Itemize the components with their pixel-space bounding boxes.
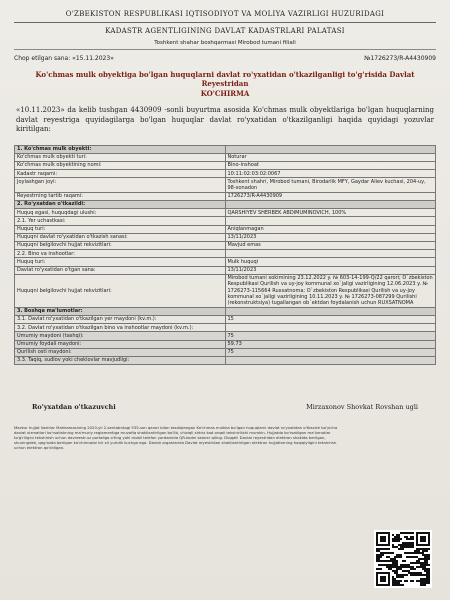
print-date: Chop etilgan sana: «15.11.2023»: [14, 55, 114, 62]
document-title: Ko'chmas mulk obyektiga bo'lgan huquqlarni davlat ro'yxatidan o'tkazilganligi to'g'risida Davlat Reyestridan: [35, 70, 415, 88]
registry-table: [14, 145, 436, 366]
row-label: Huquqni davlat ro'yxatidan o'tkazish sanasi:: [15, 233, 226, 241]
row-label: Umumiy maydoni (tashqi):: [15, 332, 226, 340]
table-row: [15, 274, 436, 307]
row-label: Ko'chmas mulk obyekti turi:: [15, 153, 226, 161]
row-value: Mulk huquqi: [225, 258, 436, 266]
row-label: 2. Ro'yxatdan o'tkazildi:: [15, 200, 226, 208]
table-row: [15, 241, 436, 249]
row-value: 75: [225, 348, 436, 356]
row-label: 2.1. Yer uchastkasi:: [15, 217, 226, 225]
table-row: [15, 307, 436, 315]
qr-code-icon: [374, 530, 432, 588]
ministry-header: O'ZBEKISTON RESPUBLIKASI IQTISODIYOT VA MOLIYA VAZIRLIGI HUZURIDAGI: [65, 10, 385, 18]
row-value: [225, 250, 436, 258]
row-value: 13/11/2023: [225, 266, 436, 274]
office-divider: [14, 49, 436, 50]
row-value: 1726273/R-A4430909: [225, 192, 436, 200]
row-label: Kadastr raqami:: [15, 170, 226, 178]
row-value: 15: [225, 315, 436, 323]
row-label: 1. Ko'chmas mulk obyekti:: [15, 145, 226, 153]
table-row: [15, 356, 436, 364]
table-row: [15, 324, 436, 332]
row-value: [225, 145, 436, 153]
row-label: Davlat ro'yxatidan o'tgan sana:: [15, 266, 226, 274]
document-meta: [14, 55, 436, 62]
footnote: Mazkur hujjat Vazirlar Mahkamasining 2020-yil 2-sentabrdagi 535-son qarori bilan tasdiqlangan Ko'chmas mulkka bo'lgan huquqlarni davlat ro'yxatidan o'tkazish bo'yicha davlat xizmatlari ko'rsatishning ma'muriy reglamentiga muvofiq shakllantirilgan bo'lib, chiziqli shtrix kod orqali tekshirilishi mumkin. Hujjatda ko'rsatilgan ma'lumotlar to'g'riligini tekshirish uchun davreestr.uz portaliga o'ting yoki mobil telefon yordamida QR-kodni skaner qiling. Diqqat! Davlat reyestridan elektron shaklda berilgan, shuningdek, qog'ozda berilgan ko'chirmalar bir xil yuridik kuchga ega. Davlat organlarida Davlat reyestridan shakllantirilgan elektron hujjatlarning haqiqiyligini tekshirish uchun elektron qo'shilgan.: [14, 425, 338, 451]
row-value: Bino-inshoat: [225, 161, 436, 169]
row-value: Aniqlanmagan: [225, 225, 436, 233]
row-label: Huquq turi:: [15, 225, 226, 233]
row-label: Huquq turi:: [15, 258, 226, 266]
table-row: [15, 161, 436, 169]
table-row: [15, 153, 436, 161]
table-row: [15, 233, 436, 241]
row-value: Mavjud emas: [225, 241, 436, 249]
table-row: [15, 217, 436, 225]
table-row: [15, 170, 436, 178]
registrar-name: Mirzaxonov Shovkat Rovshan ugli: [306, 403, 418, 412]
row-value: Noturar: [225, 153, 436, 161]
row-label: 2.2. Bino va inshootlar:: [15, 250, 226, 258]
table-row: [15, 348, 436, 356]
table-row: [15, 258, 436, 266]
table-row: [15, 266, 436, 274]
table-row: [15, 332, 436, 340]
office-name: Toshkent shahar boshqarmasi Mirobod tumani filiali: [154, 40, 296, 46]
document-number: №1726273/R-A4430909: [364, 55, 436, 62]
signature-block: [14, 403, 436, 411]
intro-paragraph: «10.11.2023» da kelib tushgan 4430909 -sonli buyurtma asosida Ko'chmas mulk obyektlariga bo'lgan huquqlarning davlat reyestriga quyidagilarga bo'lgan huquqlar davlat ro'yxatidan o'tkazilganligi haqida quyidagi yozuvlar kiritilgan:: [16, 106, 434, 133]
table-row: [15, 200, 436, 208]
row-value: [225, 324, 436, 332]
row-value: 13/11/2023: [225, 233, 436, 241]
agency-header: KADASTR AGENTLIGINING DAVLAT KADASTRLARI PALATASI: [105, 27, 345, 35]
row-label: 3.1. Davlat ro'yxatidan o'tkazilgan yer maydoni (kv.m.):: [15, 315, 226, 323]
row-value: 10:11:02:03:02:0067: [225, 170, 436, 178]
row-label: 3.2. Davlat ro'yxatidan o'tkazilgan bino va inshootlar maydoni (kv.m.):: [15, 324, 226, 332]
row-value: Toshkent shahri, Mirobod tumani, Birodarlik MFY, Gaydar Aliev kuchasi, 204-uy, 98-xonadon: [225, 178, 436, 192]
row-value: [225, 200, 436, 208]
row-label: Huquqni belgilovchi hujjat rekvizitlari:: [15, 241, 226, 249]
table-row: [15, 250, 436, 258]
document-subtitle: KO'CHIRMA: [200, 89, 250, 98]
row-label: Huquq egasi, huquqdagi ulushi:: [15, 209, 226, 217]
table-row: [15, 315, 436, 323]
row-label: Joylashgan joyi:: [15, 178, 226, 192]
row-label: 3.3. Taqiq, sudlov yoki cheklovlar mavjudligi:: [15, 356, 226, 364]
row-label: Huquqni belgilovchi hujjat rekvizitlari:: [15, 274, 226, 307]
table-row: [15, 209, 436, 217]
row-value: 59.73: [225, 340, 436, 348]
row-label: Qurilish osti maydoni:: [15, 348, 226, 356]
row-label: Umumiy foydali maydoni:: [15, 340, 226, 348]
table-row: [15, 340, 436, 348]
registrar-role: Ro'yxatdan o'tkazuvchi: [32, 403, 116, 412]
row-label: Reyestrning tartib raqami:: [15, 192, 226, 200]
header-divider: [14, 22, 436, 23]
row-value: Mirobod tumani xokimining 23.12.2022 y. № 603-14-199-Q/22 qarori; O`zbekiston Respublikasi Qurilish va uy-joy kommunal xo`jaligi vazirligining 12.06.2023 y. № 1726273-115664 Ruxsatnoma; O`zbekiston Respublikasi Qurilish va uy-joy kommunal xo`jaligi vazirligining 10.11.2023 y. № 1726273-087299 Qurilishi (rekonstruktsiya) tugallangan ob`ektdan foydalanish uchun RUXSATNOMA: [225, 274, 436, 307]
row-value: [225, 356, 436, 364]
table-row: [15, 225, 436, 233]
row-value: 75: [225, 332, 436, 340]
row-label: 3. Boshqa ma'lumotlar:: [15, 307, 226, 315]
row-value: QARSHIYEV SHERBEK ABDIMUMINOVICH, 100%: [225, 209, 436, 217]
table-row: [15, 145, 436, 153]
row-label: Ko'chmas mulk obyektining nomi:: [15, 161, 226, 169]
row-value: [225, 307, 436, 315]
table-row: [15, 178, 436, 192]
row-value: [225, 217, 436, 225]
table-row: [15, 192, 436, 200]
